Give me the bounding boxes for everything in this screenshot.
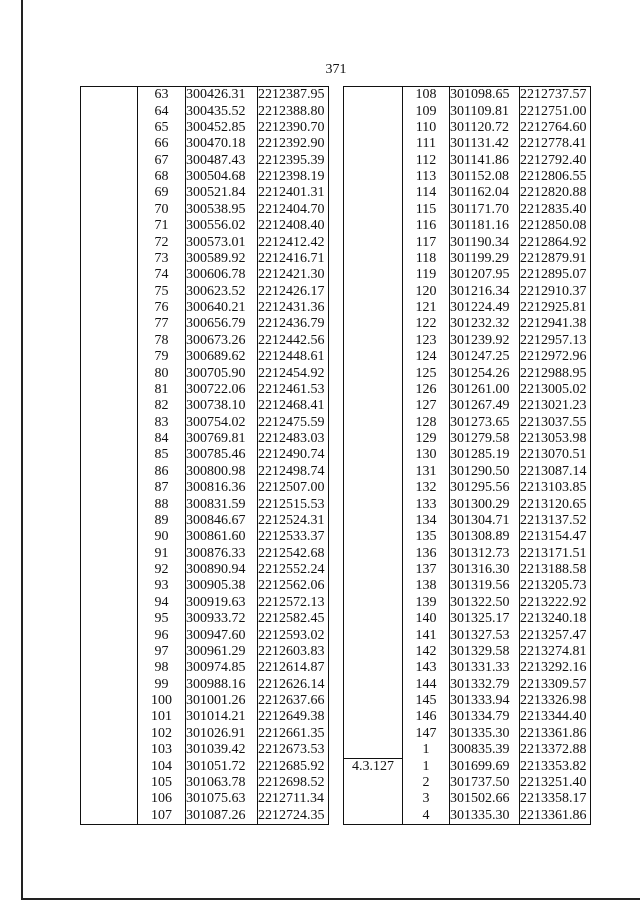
x-coordinate: 301232.32	[450, 316, 520, 332]
y-coordinate: 2212454.92	[258, 365, 329, 381]
x-coordinate: 300919.63	[186, 595, 258, 611]
y-coordinate: 2212685.92	[258, 758, 329, 774]
y-coordinate: 2212431.36	[258, 300, 329, 316]
point-number: 89	[138, 513, 186, 529]
x-coordinate: 300487.43	[186, 153, 258, 169]
point-number: 93	[138, 578, 186, 594]
point-number: 98	[138, 660, 186, 676]
x-coordinate: 301098.65	[450, 87, 520, 104]
x-coordinate: 300890.94	[186, 562, 258, 578]
x-coordinate: 300573.01	[186, 234, 258, 250]
x-coordinate: 300800.98	[186, 464, 258, 480]
point-number: 103	[138, 742, 186, 758]
point-number: 132	[403, 480, 450, 496]
x-coordinate: 301141.86	[450, 153, 520, 169]
y-coordinate: 2212941.38	[520, 316, 591, 332]
point-number: 121	[403, 300, 450, 316]
y-coordinate: 2213292.16	[520, 660, 591, 676]
y-coordinate: 2213037.55	[520, 415, 591, 431]
point-number: 137	[403, 562, 450, 578]
point-number: 120	[403, 284, 450, 300]
y-coordinate: 2212533.37	[258, 529, 329, 545]
y-coordinate: 2213361.86	[520, 726, 591, 742]
point-number: 114	[403, 185, 450, 201]
x-coordinate: 301131.42	[450, 136, 520, 152]
y-coordinate: 2212507.00	[258, 480, 329, 496]
x-coordinate: 300831.59	[186, 496, 258, 512]
x-coordinate: 301335.30	[450, 808, 520, 825]
table-row	[81, 87, 329, 104]
y-coordinate: 2213171.51	[520, 546, 591, 562]
y-coordinate: 2212724.35	[258, 808, 329, 825]
point-number: 77	[138, 316, 186, 332]
y-coordinate: 2213205.73	[520, 578, 591, 594]
x-coordinate: 301335.30	[450, 726, 520, 742]
y-coordinate: 2212698.52	[258, 775, 329, 791]
y-coordinate: 2212850.08	[520, 218, 591, 234]
point-number: 71	[138, 218, 186, 234]
y-coordinate: 2213005.02	[520, 382, 591, 398]
x-coordinate: 301120.72	[450, 120, 520, 136]
point-number: 69	[138, 185, 186, 201]
scan-edge-bottom	[21, 898, 640, 900]
x-coordinate: 301308.89	[450, 529, 520, 545]
coordinates-table-left	[80, 86, 329, 825]
x-coordinate: 300933.72	[186, 611, 258, 627]
point-number: 63	[138, 87, 186, 104]
point-number: 122	[403, 316, 450, 332]
point-number: 130	[403, 447, 450, 463]
x-coordinate: 301325.17	[450, 611, 520, 627]
y-coordinate: 2212879.91	[520, 251, 591, 267]
y-coordinate: 2213326.98	[520, 693, 591, 709]
point-number: 65	[138, 120, 186, 136]
point-number: 64	[138, 103, 186, 119]
y-coordinate: 2213361.86	[520, 808, 591, 825]
y-coordinate: 2212395.39	[258, 153, 329, 169]
point-number: 136	[403, 546, 450, 562]
y-coordinate: 2212820.88	[520, 185, 591, 201]
x-coordinate: 301039.42	[186, 742, 258, 758]
point-number: 118	[403, 251, 450, 267]
x-coordinate: 301261.00	[450, 382, 520, 398]
point-number: 110	[403, 120, 450, 136]
y-coordinate: 2213344.40	[520, 709, 591, 725]
point-number: 112	[403, 153, 450, 169]
y-coordinate: 2213087.14	[520, 464, 591, 480]
y-coordinate: 2213222.92	[520, 595, 591, 611]
y-coordinate: 2212661.35	[258, 726, 329, 742]
y-coordinate: 2212673.53	[258, 742, 329, 758]
x-coordinate: 301267.49	[450, 398, 520, 414]
x-coordinate: 301014.21	[186, 709, 258, 725]
point-number: 91	[138, 546, 186, 562]
section-label	[81, 87, 138, 825]
x-coordinate: 301273.65	[450, 415, 520, 431]
page-number: 371	[325, 62, 347, 77]
x-coordinate: 300521.84	[186, 185, 258, 201]
y-coordinate: 2212483.03	[258, 431, 329, 447]
x-coordinate: 300623.52	[186, 284, 258, 300]
point-number: 85	[138, 447, 186, 463]
point-number: 102	[138, 726, 186, 742]
point-number: 124	[403, 349, 450, 365]
x-coordinate: 300470.18	[186, 136, 258, 152]
point-number: 126	[403, 382, 450, 398]
point-number: 94	[138, 595, 186, 611]
x-coordinate: 300705.90	[186, 365, 258, 381]
point-number: 116	[403, 218, 450, 234]
x-coordinate: 301109.81	[450, 103, 520, 119]
point-number: 3	[403, 791, 450, 807]
y-coordinate: 2212524.31	[258, 513, 329, 529]
x-coordinate: 300988.16	[186, 677, 258, 693]
point-number: 104	[138, 758, 186, 774]
x-coordinate: 301279.58	[450, 431, 520, 447]
y-coordinate: 2212593.02	[258, 627, 329, 643]
point-number: 133	[403, 496, 450, 512]
x-coordinate: 301737.50	[450, 775, 520, 791]
point-number: 134	[403, 513, 450, 529]
x-coordinate: 301327.53	[450, 627, 520, 643]
y-coordinate: 2213053.98	[520, 431, 591, 447]
point-number: 140	[403, 611, 450, 627]
point-number: 119	[403, 267, 450, 283]
y-coordinate: 2212515.53	[258, 496, 329, 512]
point-number: 141	[403, 627, 450, 643]
point-number: 70	[138, 202, 186, 218]
point-number: 125	[403, 365, 450, 381]
x-coordinate: 301312.73	[450, 546, 520, 562]
section-label: 4.3.127	[344, 758, 403, 824]
y-coordinate: 2213240.18	[520, 611, 591, 627]
coordinates-table-right-body	[344, 87, 591, 825]
x-coordinate: 300426.31	[186, 87, 258, 104]
x-coordinate: 300538.95	[186, 202, 258, 218]
x-coordinate: 301319.56	[450, 578, 520, 594]
x-coordinate: 300961.29	[186, 644, 258, 660]
y-coordinate: 2213358.17	[520, 791, 591, 807]
y-coordinate: 2213021.23	[520, 398, 591, 414]
x-coordinate: 300876.33	[186, 546, 258, 562]
point-number: 72	[138, 234, 186, 250]
y-coordinate: 2212778.41	[520, 136, 591, 152]
x-coordinate: 300435.52	[186, 103, 258, 119]
x-coordinate: 301285.19	[450, 447, 520, 463]
y-coordinate: 2212404.70	[258, 202, 329, 218]
y-coordinate: 2212448.61	[258, 349, 329, 365]
coordinates-table-left-body	[81, 87, 329, 825]
x-coordinate: 300835.39	[450, 742, 520, 758]
point-number: 1	[403, 742, 450, 758]
y-coordinate: 2213372.88	[520, 742, 591, 758]
x-coordinate: 301254.26	[450, 365, 520, 381]
point-number: 74	[138, 267, 186, 283]
x-coordinate: 301316.30	[450, 562, 520, 578]
x-coordinate: 300785.46	[186, 447, 258, 463]
y-coordinate: 2213353.82	[520, 758, 591, 774]
point-number: 100	[138, 693, 186, 709]
point-number: 81	[138, 382, 186, 398]
point-number: 84	[138, 431, 186, 447]
point-number: 145	[403, 693, 450, 709]
x-coordinate: 301087.26	[186, 808, 258, 825]
point-number: 106	[138, 791, 186, 807]
point-number: 97	[138, 644, 186, 660]
y-coordinate: 2213188.58	[520, 562, 591, 578]
x-coordinate: 300722.06	[186, 382, 258, 398]
coordinates-table-right	[343, 86, 591, 825]
y-coordinate: 2212388.80	[258, 103, 329, 119]
x-coordinate: 300673.26	[186, 333, 258, 349]
y-coordinate: 2212392.90	[258, 136, 329, 152]
point-number: 123	[403, 333, 450, 349]
y-coordinate: 2212792.40	[520, 153, 591, 169]
point-number: 92	[138, 562, 186, 578]
point-number: 131	[403, 464, 450, 480]
point-number: 107	[138, 808, 186, 825]
x-coordinate: 301190.34	[450, 234, 520, 250]
y-coordinate: 2213103.85	[520, 480, 591, 496]
y-coordinate: 2212764.60	[520, 120, 591, 136]
x-coordinate: 300556.02	[186, 218, 258, 234]
point-number: 75	[138, 284, 186, 300]
point-number: 2	[403, 775, 450, 791]
y-coordinate: 2212582.45	[258, 611, 329, 627]
point-number: 128	[403, 415, 450, 431]
y-coordinate: 2213154.47	[520, 529, 591, 545]
x-coordinate: 301051.72	[186, 758, 258, 774]
y-coordinate: 2212603.83	[258, 644, 329, 660]
y-coordinate: 2212637.66	[258, 693, 329, 709]
x-coordinate: 301334.79	[450, 709, 520, 725]
x-coordinate: 300846.67	[186, 513, 258, 529]
y-coordinate: 2212498.74	[258, 464, 329, 480]
point-number: 96	[138, 627, 186, 643]
y-coordinate: 2212910.37	[520, 284, 591, 300]
x-coordinate: 301181.16	[450, 218, 520, 234]
x-coordinate: 301224.49	[450, 300, 520, 316]
point-number: 83	[138, 415, 186, 431]
point-number: 95	[138, 611, 186, 627]
y-coordinate: 2212401.31	[258, 185, 329, 201]
x-coordinate: 300905.38	[186, 578, 258, 594]
point-number: 82	[138, 398, 186, 414]
y-coordinate: 2212835.40	[520, 202, 591, 218]
point-number: 138	[403, 578, 450, 594]
point-number: 144	[403, 677, 450, 693]
table-row	[344, 87, 591, 104]
point-number: 117	[403, 234, 450, 250]
x-coordinate: 301207.95	[450, 267, 520, 283]
x-coordinate: 300606.78	[186, 267, 258, 283]
point-number: 143	[403, 660, 450, 676]
section-label	[344, 87, 403, 759]
y-coordinate: 2212626.14	[258, 677, 329, 693]
y-coordinate: 2212925.81	[520, 300, 591, 316]
y-coordinate: 2212468.41	[258, 398, 329, 414]
point-number: 109	[403, 103, 450, 119]
y-coordinate: 2212398.19	[258, 169, 329, 185]
x-coordinate: 301304.71	[450, 513, 520, 529]
scan-edge-left	[21, 0, 23, 900]
x-coordinate: 300738.10	[186, 398, 258, 414]
point-number: 88	[138, 496, 186, 512]
y-coordinate: 2212864.92	[520, 234, 591, 250]
x-coordinate: 300689.62	[186, 349, 258, 365]
x-coordinate: 301331.33	[450, 660, 520, 676]
x-coordinate: 300816.36	[186, 480, 258, 496]
y-coordinate: 2212895.07	[520, 267, 591, 283]
y-coordinate: 2212412.42	[258, 234, 329, 250]
point-number: 68	[138, 169, 186, 185]
x-coordinate: 301001.26	[186, 693, 258, 709]
x-coordinate: 300974.85	[186, 660, 258, 676]
point-number: 147	[403, 726, 450, 742]
point-number: 115	[403, 202, 450, 218]
point-number: 108	[403, 87, 450, 104]
x-coordinate: 301333.94	[450, 693, 520, 709]
x-coordinate: 301026.91	[186, 726, 258, 742]
y-coordinate: 2212572.13	[258, 595, 329, 611]
y-coordinate: 2212490.74	[258, 447, 329, 463]
y-coordinate: 2212649.38	[258, 709, 329, 725]
point-number: 1	[403, 758, 450, 774]
y-coordinate: 2212436.79	[258, 316, 329, 332]
point-number: 129	[403, 431, 450, 447]
y-coordinate: 2213137.52	[520, 513, 591, 529]
y-coordinate: 2213257.47	[520, 627, 591, 643]
x-coordinate: 301290.50	[450, 464, 520, 480]
x-coordinate: 301239.92	[450, 333, 520, 349]
x-coordinate: 301171.70	[450, 202, 520, 218]
x-coordinate: 300947.60	[186, 627, 258, 643]
y-coordinate: 2213251.40	[520, 775, 591, 791]
x-coordinate: 301247.25	[450, 349, 520, 365]
point-number: 99	[138, 677, 186, 693]
y-coordinate: 2212988.95	[520, 365, 591, 381]
y-coordinate: 2212751.00	[520, 103, 591, 119]
y-coordinate: 2212461.53	[258, 382, 329, 398]
point-number: 79	[138, 349, 186, 365]
y-coordinate: 2212421.30	[258, 267, 329, 283]
point-number: 135	[403, 529, 450, 545]
point-number: 86	[138, 464, 186, 480]
x-coordinate: 300640.21	[186, 300, 258, 316]
x-coordinate: 301216.34	[450, 284, 520, 300]
point-number: 111	[403, 136, 450, 152]
point-number: 78	[138, 333, 186, 349]
y-coordinate: 2212711.34	[258, 791, 329, 807]
point-number: 4	[403, 808, 450, 825]
x-coordinate: 300861.60	[186, 529, 258, 545]
y-coordinate: 2213120.65	[520, 496, 591, 512]
point-number: 80	[138, 365, 186, 381]
point-number: 90	[138, 529, 186, 545]
x-coordinate: 301699.69	[450, 758, 520, 774]
y-coordinate: 2212806.55	[520, 169, 591, 185]
y-coordinate: 2212387.95	[258, 87, 329, 104]
y-coordinate: 2212737.57	[520, 87, 591, 104]
y-coordinate: 2212614.87	[258, 660, 329, 676]
y-coordinate: 2212972.96	[520, 349, 591, 365]
point-number: 73	[138, 251, 186, 267]
y-coordinate: 2213070.51	[520, 447, 591, 463]
x-coordinate: 300754.02	[186, 415, 258, 431]
y-coordinate: 2212416.71	[258, 251, 329, 267]
x-coordinate: 300452.85	[186, 120, 258, 136]
point-number: 67	[138, 153, 186, 169]
point-number: 105	[138, 775, 186, 791]
y-coordinate: 2212408.40	[258, 218, 329, 234]
x-coordinate: 301502.66	[450, 791, 520, 807]
point-number: 127	[403, 398, 450, 414]
x-coordinate: 300769.81	[186, 431, 258, 447]
y-coordinate: 2212426.17	[258, 284, 329, 300]
y-coordinate: 2212562.06	[258, 578, 329, 594]
y-coordinate: 2212442.56	[258, 333, 329, 349]
y-coordinate: 2212542.68	[258, 546, 329, 562]
x-coordinate: 300656.79	[186, 316, 258, 332]
y-coordinate: 2212957.13	[520, 333, 591, 349]
x-coordinate: 301162.04	[450, 185, 520, 201]
x-coordinate: 301152.08	[450, 169, 520, 185]
x-coordinate: 301063.78	[186, 775, 258, 791]
point-number: 113	[403, 169, 450, 185]
point-number: 87	[138, 480, 186, 496]
point-number: 139	[403, 595, 450, 611]
y-coordinate: 2213274.81	[520, 644, 591, 660]
x-coordinate: 301332.79	[450, 677, 520, 693]
point-number: 142	[403, 644, 450, 660]
y-coordinate: 2212552.24	[258, 562, 329, 578]
y-coordinate: 2212390.70	[258, 120, 329, 136]
x-coordinate: 301075.63	[186, 791, 258, 807]
point-number: 76	[138, 300, 186, 316]
point-number: 146	[403, 709, 450, 725]
x-coordinate: 301322.50	[450, 595, 520, 611]
x-coordinate: 300504.68	[186, 169, 258, 185]
x-coordinate: 301199.29	[450, 251, 520, 267]
x-coordinate: 301295.56	[450, 480, 520, 496]
table-row	[344, 758, 591, 774]
point-number: 101	[138, 709, 186, 725]
point-number: 66	[138, 136, 186, 152]
y-coordinate: 2213309.57	[520, 677, 591, 693]
x-coordinate: 301300.29	[450, 496, 520, 512]
y-coordinate: 2212475.59	[258, 415, 329, 431]
x-coordinate: 300589.92	[186, 251, 258, 267]
x-coordinate: 301329.58	[450, 644, 520, 660]
